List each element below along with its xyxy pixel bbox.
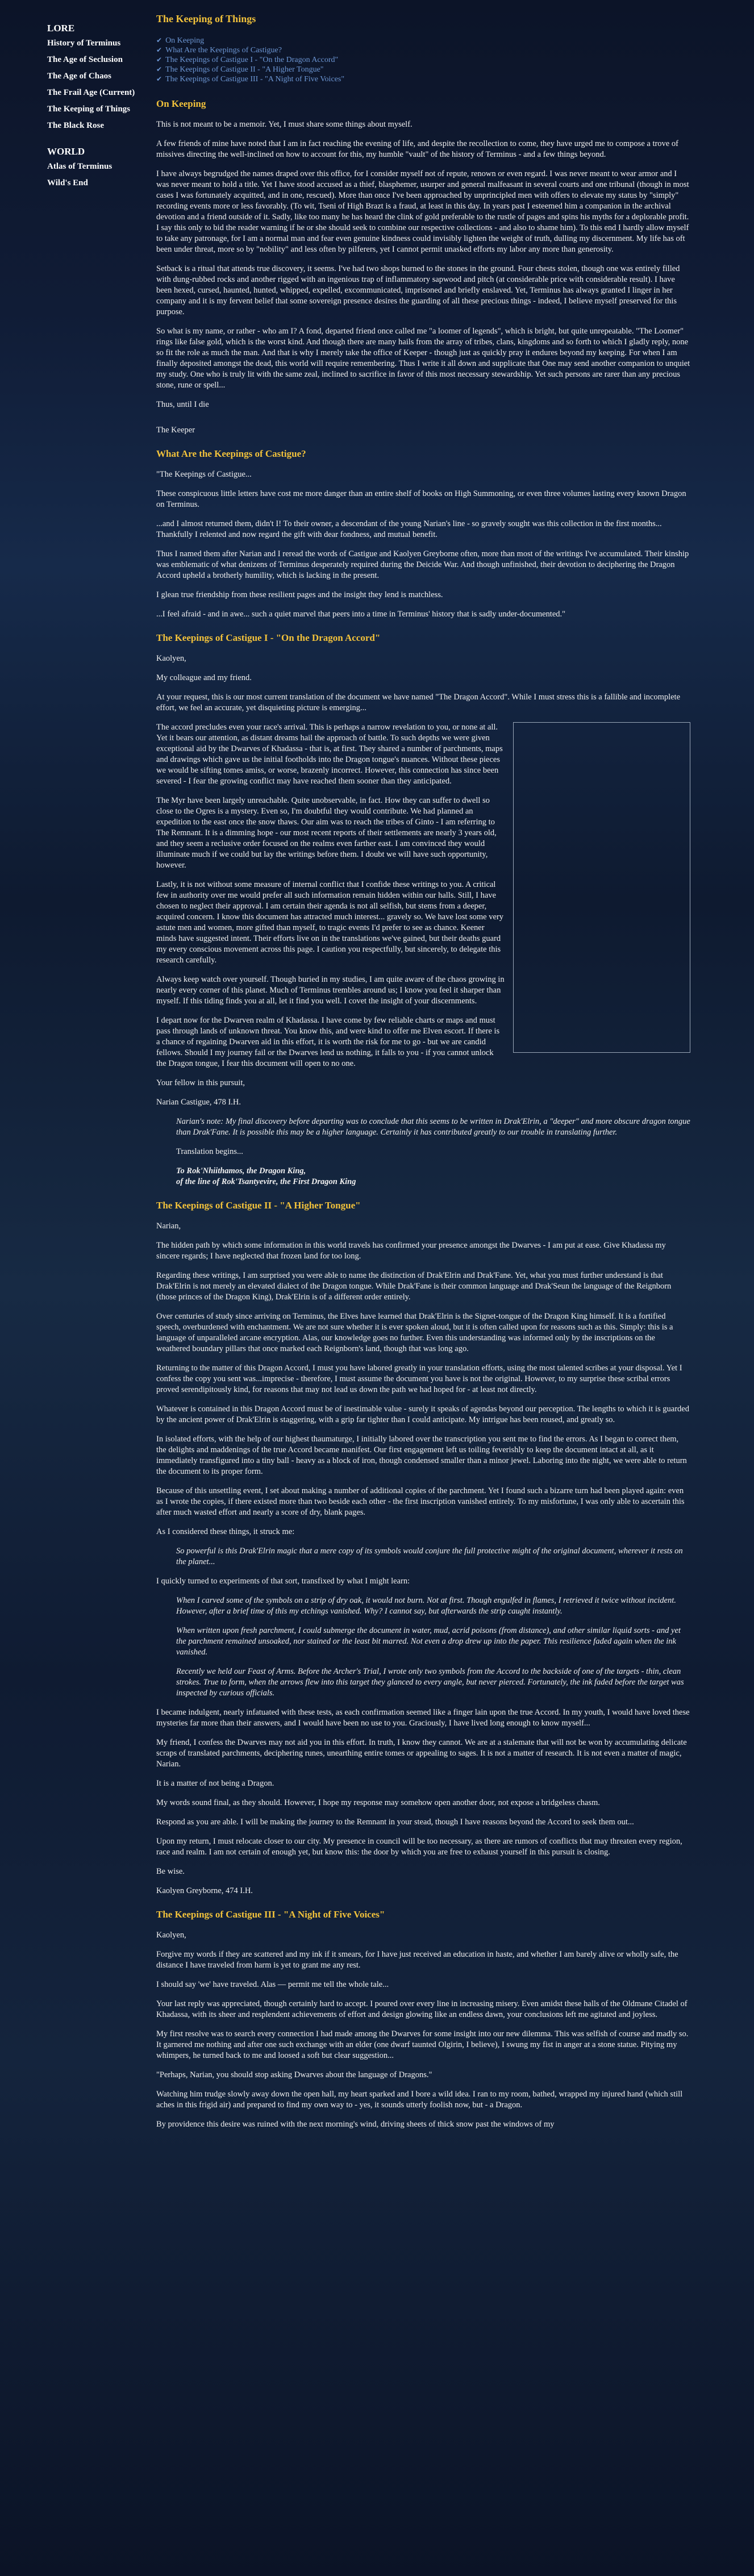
nav-group-world — [47, 146, 144, 189]
nav-link-history-of-terminus[interactable]: History of Terminus — [47, 39, 121, 48]
addressee-line-1: To Rok'Nhiithamos, the Dragon King, — [176, 1166, 306, 1176]
nav-link-frail-age[interactable]: The Frail Age (Current) — [47, 88, 135, 97]
paragraph: I quickly turned to experiments of that sort, transfixed by what I might learn: — [156, 1577, 410, 1586]
paragraph: In isolated efforts, with the help of our highest thaumaturge, I initially labored over the transcription you sent me to find the errors. As I began to correct them, the delights and maddenings of the true Accord became manifest. Our first engagement left us toiling feverishly to keep the document intact at all, as it immediately transfigured into a tiny ball - heavy as a block of iron, though condensed smaller than a minor jewel. Laboring into the night, we were able to return the document to its proper form. — [156, 1435, 687, 1476]
image-placeholder — [513, 722, 690, 1053]
paragraph: The accord precludes even your race's arrival. This is perhaps a narrow revelation to you, or none at all. Yet it bears our attention, as distant dreams hail the approach of battle. To such depths we were given exceptional aid by the Dwarves of Khadassa - that is, at first. They shared a number of parchments, maps and drawings which gave us the initial footholds into the Dragon tongue's nuances. Without these pieces we would be sifting tomes amiss, or worse, brazenly incorrect. However, this connection has since been severed - I fear the growing conflict may have reached them sooner than they anticipated. — [156, 723, 503, 786]
section-heading: The Keepings of Castigue II - "A Higher Tongue" — [156, 1200, 361, 1211]
paragraph: "The Keepings of Castigue... — [156, 470, 252, 479]
quote — [176, 1595, 690, 1617]
section-what-are-keepings — [156, 448, 690, 620]
section-heading: The Keepings of Castigue III - "A Night of Five Voices" — [156, 1909, 385, 1920]
signature: Kaolyen Greyborne, 474 I.H. — [156, 1886, 253, 1895]
paragraph: A few friends of mine have noted that I am in fact reaching the evening of life, and despite the recollection to come, they have urged me to compose a trove of missives directing the well-inclined on how to account for this, my humble "vault" of the history of Terminus - and a few things beyond. — [156, 139, 678, 159]
paragraph: The hidden path by which some information in this world travels has confirmed your presence amongst the Dwarves - I am put at ease. Give Khadassa my sincere regards; I have neglected that frozen land for too long. — [156, 1241, 666, 1261]
signature: Narian Castigue, 478 I.H. — [156, 1098, 241, 1107]
nav-link-wilds-end[interactable]: Wild's End — [47, 178, 88, 187]
paragraph: Over centuries of study since arriving on Terminus, the Elves have learned that Drak'Elrin is the Signet-tongue of the Dragon King himself. It is a fortified speech, overburdened with enchantment. We are not sure whether it is ever spoken aloud, but it is often called upon for reasons such as this. Simply: this is a language of unparalleled arcane encryption. Alas, our knowledge goes no further. Even this understanding was informed only by the inscriptions on the weathered boundary pillars that once marked each Reignborn's land, though that was long ago. — [156, 1312, 673, 1353]
paragraph: Thus I named them after Narian and I reread the words of Castigue and Kaolyen Greyborne often, more than most of the writings I've accumulated. Their kinship was emblematic of what denizens of Terminus desperately required during the Deicide War. And though unfinished, their devotion to deciphering the Dragon Accord upheld a brotherly humility, which is lacking in the present. — [156, 549, 689, 580]
paragraph: Because of this unsettling event, I set about making a number of additional copies of the parchment. Yet I found such a bizarre turn had been played again: even as I wrote the copies, if there existed more than two beside each other - the first inscription vanished entirely. To my misfortune, I was only able to ascertain this after much wasted effort and nearly a score of dry, blank pages. — [156, 1486, 685, 1517]
paragraph: By providence this desire was ruined with the next morning's wind, driving sheets of thick snow past the windows of my — [156, 2120, 555, 2129]
greeting: Narian, — [156, 1222, 181, 1231]
note-label: Narian's note: — [176, 1117, 224, 1126]
section-keepings-i — [156, 632, 690, 1187]
toc-item-keepings-iii[interactable]: ✔ The Keepings of Castigue III - "A Night of Five Voices" — [156, 75, 345, 84]
translation-begins: Translation begins... — [176, 1147, 243, 1156]
section-keepings-ii — [156, 1200, 690, 1896]
greeting: Kaolyen, — [156, 1931, 186, 1940]
check-icon: ✔ — [156, 56, 163, 64]
paragraph: I should say 'we' have traveled. Alas — permit me tell the whole tale... — [156, 1980, 389, 1989]
paragraph: It is a matter of not being a Dragon. — [156, 1779, 274, 1788]
paragraph: ...I feel afraid - and in awe... such a quiet marvel that peers into a time in Terminus' history that is sadly under-documented." — [156, 610, 566, 619]
check-icon: ✔ — [156, 65, 163, 73]
section-heading: On Keeping — [156, 98, 206, 109]
quote-text: When I carved some of the symbols on a strip of dry oak, it would not burn. Not at first. Though engulfed in flames, I retrieved it twice without incident. However, after a brief time of this my etchings vanished. Why? I cannot say, but afterwards the strip caught instantly. — [176, 1596, 676, 1616]
nav-link-atlas-of-terminus[interactable]: Atlas of Terminus — [47, 162, 113, 171]
section-heading: The Keepings of Castigue I - "On the Dragon Accord" — [156, 632, 381, 643]
paragraph: "Perhaps, Narian, you should stop asking Dwarves about the language of Dragons." — [156, 2070, 432, 2079]
quote-text: So powerful is this Drak'Elrin magic that a mere copy of its symbols would conjure the full protective might of the original document, wherever it rests on the planet... — [176, 1547, 683, 1566]
section-keepings-iii — [156, 1909, 690, 2130]
nav-link-black-rose[interactable]: The Black Rose — [47, 121, 105, 130]
check-icon: ✔ — [156, 36, 163, 44]
paragraph: Watching him trudge slowly away down the open hall, my heart sparked and I bore a wild idea. I ran to my room, bathed, wrapped my injured hand (which still aches in this frigid air) and prepared to find my own way to - yes, it sounds utterly foolish now, but - a Dragon. — [156, 2090, 683, 2110]
toc-item-keepings-ii[interactable]: ✔ The Keepings of Castigue II - "A Higher Tongue" — [156, 65, 324, 74]
paragraph: My friend, I confess the Dwarves may not aid you in this effort. In truth, I know they cannot. We are at a stalemate that will not be won by accumulating delicate scraps of translated parchments, deciphering runes, unearthing entire tomes or appealing to sages. It is not a matter of research. It is not even a matter of magic, Narian. — [156, 1738, 687, 1769]
paragraph: Forgive my words if they are scattered and my ink if it smears, for I have just received an education in haste, and whether I am barely alive or wholly safe, the distance I have traveled from harm is yet to grant me any rest. — [156, 1950, 678, 1970]
addressee — [176, 1166, 690, 1177]
paragraph: I depart now for the Dwarven realm of Khadassa. I have come by few reliable charts or maps and must pass through lands of unknown threat. You know this, and were kind to offer me Elven escort. If there is a chance of regaining Dwarven aid in this effort, it is worth the risk for me to go - but we are candid fellows. Should I my journey fail or the Dwarves lend us nothing, it falls to you - if you cannot unlock the Dragon tongue, I fear this document will open to no one. — [156, 1016, 500, 1068]
note-text: My final discovery before departing was to conclude that this seems to be written in Drak'Elrin, a "deeper" and more obscure dragon tongue than Drak'Fane. It is possible this may be a higher language. Certainly it has contributed greatly to our trouble in translating further. — [176, 1117, 690, 1137]
signature: The Keeper — [156, 426, 195, 435]
paragraph: These conspicuous little letters have cost me more danger than an entire shelf of books on High Summoning, or even three volumes lasting every known Dragon on Terminus. — [156, 489, 686, 509]
paragraph: Lastly, it is not without some measure of internal conflict that I confide these writings to you. A critical few in authority over me would prefer all such information remain hidden within our halls. Still, I have chosen to neglect their approval. I am certain their agenda is not all selfish, but stems from a deeper, acquired concern. I know this document has attracted much interest... gravely so. We have lost some very astute men and women, more gifted than myself, to tragic events I'd prefer to see as chance. Keener minds have suggested intent. Their efforts live on in the translations we've gained, but their deaths guard my every conscious movement across this page. I caution you respectfully, but sincerely, to delegate this research carefully. — [156, 880, 503, 965]
addressee-line-2: of the line of Rok'Tsantyevire, the First Dragon King — [176, 1177, 356, 1186]
nav-link-age-of-seclusion[interactable]: The Age of Seclusion — [47, 55, 123, 64]
paragraph: I became indulgent, nearly infatuated with these tests, as each confirmation seemed like a finger lain upon the true Accord. In my youth, I would have loved these mysteries far more than their answers, and I would have been no use to you. Graciously, I have lived long enough to know myself... — [156, 1708, 690, 1728]
nav-group-lore — [47, 23, 144, 131]
main-content — [156, 14, 690, 2139]
section-heading: What Are the Keepings of Castigue? — [156, 448, 306, 459]
paragraph: Respond as you are able. I will be making the journey to the Remnant in your stead, though I have reasons beyond the Accord to seek them out... — [156, 1818, 634, 1827]
paragraph: Returning to the matter of this Dragon Accord, I must you have labored greatly in your translation efforts, using the most talented scribes at your disposal. Yet I confess the copy you sent was...imprecise - therefore, I must assume the document you have is not the original. However, to my surprise these scribal errors proved serendipitously kind, for reasons that may not lead us down the path we had hoped for - at least not directly. — [156, 1364, 682, 1394]
toc-item-on-keeping[interactable]: ✔ On Keeping — [156, 36, 205, 45]
sidebar — [47, 23, 144, 199]
quote — [176, 1546, 690, 1568]
quote-text: When written upon fresh parchment, I could submerge the document in water, mud, acrid poisons (from distance), and other similar liquid sorts - and yet the parchment remained unsoaked, nor stained or the least bit marred. Not even a drop drew up into the paper. This resilience faded again when the ink vanished. — [176, 1626, 681, 1657]
page-title: The Keeping of Things — [156, 13, 256, 24]
check-icon: ✔ — [156, 46, 163, 54]
nav-link-age-of-chaos[interactable]: The Age of Chaos — [47, 72, 111, 81]
paragraph: So what is my name, or rather - who am I? A fond, departed friend once called me "a loomer of legends", which is bright, but quite unrepeatable. "The Loomer" rings like false gold, which is the worst kind. And though there are many hails from the array of tribes, clans, kingdoms and so forth to which I gladly reply, none so fit the role as much the man. And that is why I merely take the office of Keeper - though just as quickly pray it endures beyond my keeping. For when I am finally deposited amongst the dead, this world will require remembering. Thus I write it all down and supplicate that One may send another companion to unquiet my study. One who is truly lit with the same zeal, inclined to sacrifice in favor of this most necessary stewardship. Yet such persons are rarer than any precious stone, rune or spell... — [156, 327, 690, 390]
paragraph: Regarding these writings, I am surprised you were able to name the distinction of Drak'Elrin and Drak'Fane. Yet, what you must further understand is that Drak'Elrin is not merely an elevated dialect of the Dragon tongue. While Drak'Fane is their common language and Drak'Seun the language of the Reignborn (those princes of the Dragon King), Drak'Elrin is of a different order entirely. — [156, 1271, 672, 1302]
quote — [176, 1625, 690, 1658]
quote — [176, 1666, 690, 1699]
paragraph: Your last reply was appreciated, though certainly hard to accept. I poured over every line in increasing misery. Even amidst these halls of the Oldmane Citadel of Khadassa, with its sheer and resplendent achievements of effort and design glowing like an endless dawn, your conclusions left me agitated and joyless. — [156, 1999, 688, 2019]
paragraph: Be wise. — [156, 1867, 185, 1876]
paragraph: I glean true friendship from these resilient pages and the insight they lend is matchless. — [156, 590, 443, 599]
paragraph: My words sound final, as they should. However, I hope my response may somehow open another door, not expose a bridgeless chasm. — [156, 1798, 600, 1807]
paragraph: I have always begrudged the names draped over this office, for I consider myself not of repute, renown or even regard. I was never meant to wear armor and I was never meant to hold a title. Yet I have stood accused as a thief, blasphemer, usurper and general malfeasant in several courts and one tribunal (though in most cases I was fortunately acquitted, and in one, rescued). More than once I've been approached by unprincipled men with offers to elevate my status by "simply" recording events more or less favorably. (To wit, Tseni of High Brazt is a fraud, at least in this day. In years past I esteemed him a companion in the archival devotion and a friend outside of it. Sadly, like too many he has heard the clink of gold preferable to the rustle of pages and spins his myths for a deplorable profit. I say this only to bid the reader warning if he or she should seek to combine our respective collections - and also to shame him). To this end I hardly allow myself to take any patronage, for I am a normal man and fear even genuine kindness could invisibly lighten the weight of truth, dulling my discernment. My life has oft been under threat, more so by "nobility" and less often by pilferers, yet I cannot permit unasked efforts my labor any more than generosity. — [156, 169, 689, 254]
paragraph: My colleague and my friend. — [156, 673, 252, 682]
toc-item-what-are-keepings[interactable]: ✔ What Are the Keepings of Castigue? — [156, 46, 282, 55]
check-icon: ✔ — [156, 75, 163, 83]
paragraph: Upon my return, I must relocate closer to our city. My presence in council will be too necessary, as there are rumors of conflicts that may threaten every region, race and realm. I am not certain of enough yet, but know this: the door by which you are free to exhaust yourself in this pursuit is closing. — [156, 1837, 682, 1857]
paragraph: Always keep watch over yourself. Though buried in my studies, I am quite aware of the chaos growing in nearly every corner of this planet. Much of Terminus trembles around us; I know you feel it sharper than myself. If this tiding finds you at all, let it find you well. I covet the insight of your discernments. — [156, 975, 505, 1006]
paragraph: Setback is a ritual that attends true discovery, it seems. I've had two shops burned to the stones in the ground. Four chests stolen, though one was entirely filled with dung-rubbed rocks and another rigged with an ingenious trap of inflammatory sapwood and pitch (at considerable price with considerable result). I have been hexed, cursed, haunted, hunted, whipped, expelled, excommunicated, imprisoned and briefly enslaved. Yet, Terminus has always granted I linger in her company and it is my fervent belief that some sovereign presence desires the guarding of all these precious things - indeed, I believe myself preserved for this purpose. — [156, 264, 680, 316]
paragraph: My first resolve was to search every connection I had made among the Dwarves for some insight into our new dilemma. This was selfish of course and madly so. It garnered me nothing and after one such exchange with an elder (one dwarf taunted Olgirin, I believe), I swung my fist in anger at a stone statue. Pitying my whimpers, he turned back to me and loosed a soft but clear suggestion... — [156, 2029, 689, 2060]
addressee-2 — [176, 1177, 690, 1187]
paragraph: As I considered these things, it struck me: — [156, 1527, 295, 1536]
quote-text: Recently we held our Feast of Arms. Before the Archer's Trial, I wrote only two symbols from the Accord to the backside of one of the targets - thin, clean strokes. True to form, when the arrows flew into this target they glanced to every angle, but never pierced. Fortunately, the ink faded before the target was inspected by curious officials. — [176, 1667, 684, 1698]
nav-link-keeping-of-things[interactable]: The Keeping of Things — [47, 105, 131, 114]
nav-heading-lore: LORE — [47, 23, 75, 34]
paragraph: Thus, until I die — [156, 400, 209, 409]
paragraph: ...and I almost returned them, didn't I! To their owner, a descendant of the young Narian's line - so gravely sought was this collection in the first months... Thankfully I relented and now regard the gift with dear fondness, and mutual benefit. — [156, 519, 662, 539]
section-on-keeping — [156, 98, 690, 436]
paragraph: Your fellow in this pursuit, — [156, 1078, 245, 1087]
nav-heading-world: WORLD — [47, 146, 85, 157]
paragraph: The Myr have been largely unreachable. Quite unobservable, in fact. How they can suffer to dwell so close to the Ogres is a mystery. Even so, I'm doubtful they would contribute. We had planned an expedition to the east once the snow thaws. Our aim was to reach the tribes of Ginto - I am referring to The Remnant. It is a dimming hope - our most recent reports of their settlements are nearly 3 years old, and they seem a reclusive order focused on the realms even farther east. I am convinced they would illuminate much if we could but lay the writings before them. I doubt we will have such opportunity, however. — [156, 796, 497, 870]
table-of-contents — [156, 36, 690, 84]
greeting: Kaolyen, — [156, 654, 186, 663]
paragraph: At your request, this is our most current translation of the document we have named "The Dragon Accord". While I must stress this is a fallible and incomplete effort, we feel an accurate, yet disquieting picture is emerging... — [156, 693, 681, 712]
paragraph: Whatever is contained in this Dragon Accord must be of inestimable value - surely it speaks of agendas beyond our perception. The lengths to which it is guarded by the ancient power of Drak'Elrin is staggering, with a grip far tighter than I could anticipate. My intrigue has been roused, and greatly so. — [156, 1404, 689, 1424]
toc-item-keepings-i[interactable]: ✔ The Keepings of Castigue I - "On the Dragon Accord" — [156, 56, 339, 64]
narians-note — [176, 1116, 690, 1138]
paragraph: This is not meant to be a memoir. Yet, I must share some things about myself. — [156, 120, 413, 129]
